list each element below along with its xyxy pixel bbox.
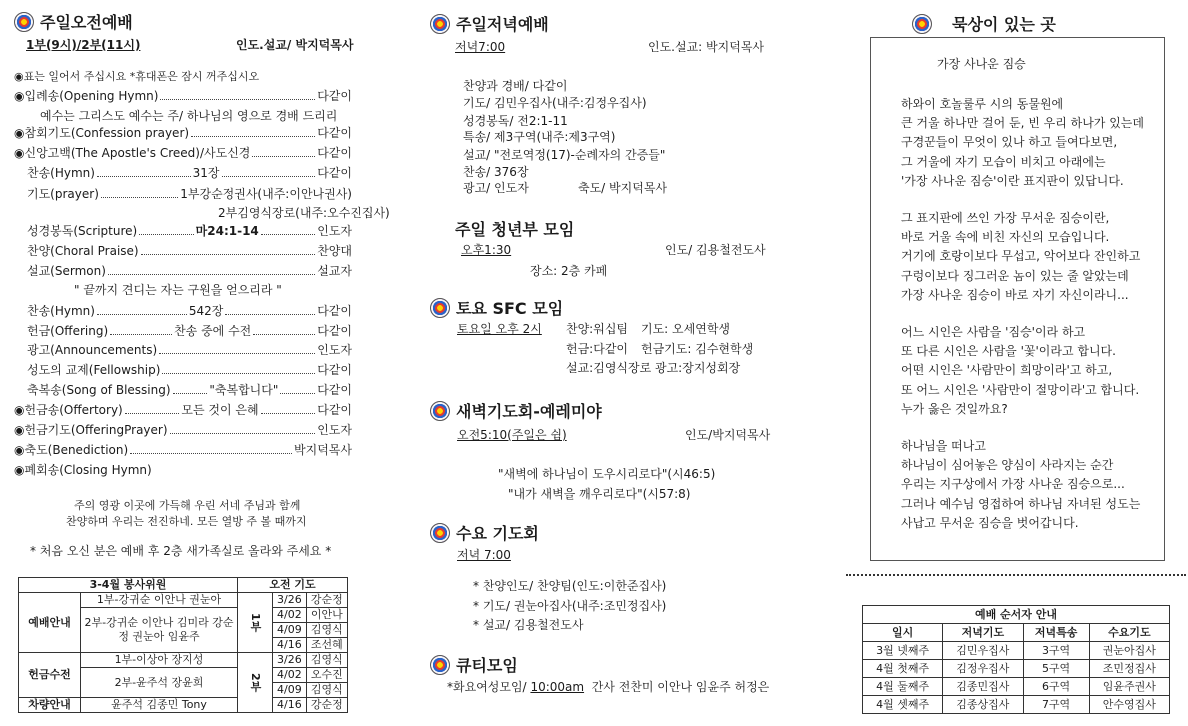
part-2-label: 2부 xyxy=(238,653,273,713)
vehicle-names: 윤주석 김종민 Tony xyxy=(81,698,238,713)
wednesday-item-1: * 찬양인도/ 찬양팀(인도:이한준집사) xyxy=(473,579,667,593)
meditation-line: '가장 사나운 짐승'이란 표지판이 있답니다. xyxy=(901,173,1124,188)
evening-order-item: 찬송/ 376장 xyxy=(463,165,529,179)
usher-part1: 1부-강귀순 이안나 권눈아 xyxy=(81,593,238,608)
meditation-line: 하나님이 심어놓은 양심이 사라지는 순간 xyxy=(901,458,1114,473)
meditation-line: 거기에 호랑이보다 무섭고, 악어보다 잔인하고 xyxy=(901,249,1141,264)
order-item-leader: 다같이 xyxy=(317,166,352,180)
prayer2-name-1: 오수진 xyxy=(306,668,347,683)
meditation-line: 누가 옳은 것일까요? xyxy=(901,401,1008,416)
order-item-label: ◉헌금기도(OfferingPrayer) xyxy=(14,423,168,437)
evening-title-text: 주일저녁예배 xyxy=(456,15,549,34)
prayer2-date-0: 3/26 xyxy=(273,653,307,668)
evening-order-item: 특송/ 제3구역(내주:제3구역) xyxy=(463,130,616,144)
order-table-cell: 안수영집사 xyxy=(1089,696,1169,714)
order-item-label: 찬송(Hymn) xyxy=(27,166,95,180)
meditation-line: 또 어느 시인은 '사람만이 절망이라'고 합니다. xyxy=(901,382,1140,397)
prayer1-name-1: 이안나 xyxy=(306,608,347,623)
meditation-line: 가장 사나운 짐승이 바로 자기 자신이라니... xyxy=(901,287,1129,302)
usher-part2: 2부-강귀순 이안나 김미라 강순정 권눈아 임윤주 xyxy=(81,608,238,653)
order-item-leader: 인도자 xyxy=(317,343,352,357)
evening-time: 저녁7:00 xyxy=(455,40,506,54)
qt-time: 10:00am xyxy=(530,680,585,694)
qt-prefix: *화요여성모임/ xyxy=(447,680,527,694)
wednesday-item-2: * 기도/ 권눈아집사(내주:조민정집사) xyxy=(473,599,667,613)
order-item-leader: 박지덕목사 xyxy=(294,443,352,457)
prayer2-name-2: 김영식 xyxy=(306,683,347,698)
order-item-label: ◉신앙고백(The Apostle's Creed)/사도신경 xyxy=(14,146,251,160)
prayer1-name-2: 김영식 xyxy=(306,623,347,638)
youth-leader: 인도/ 김용철전도사 xyxy=(665,243,766,257)
order-item-detail: 1부강순정권사(내주:이안나권사) xyxy=(180,187,352,201)
sfc-time: 토요일 오후 2시 xyxy=(457,322,542,336)
order-table-cell: 김민우집사 xyxy=(943,642,1023,660)
prayer1-name-0: 강순정 xyxy=(306,593,347,608)
order-table-title: 예배 순서자 안내 xyxy=(863,606,1170,624)
order-item-label: 성도의 교제(Fellowship) xyxy=(27,363,161,377)
meditation-line: 또 다른 시인은 사람을 '꽃'이라고 합니다. xyxy=(901,344,1116,359)
order-table-cell: 3월 넷째주 xyxy=(863,642,943,660)
order-item-label: 성경봉독(Scripture) xyxy=(27,224,138,238)
order-item xyxy=(14,442,352,458)
meditation-title xyxy=(912,12,1056,35)
order-item xyxy=(14,88,352,104)
church-emblem-icon xyxy=(430,298,450,318)
church-emblem-icon xyxy=(430,523,450,543)
order-table-cell: 조민정집사 xyxy=(1089,660,1169,678)
qt-line xyxy=(447,679,769,695)
meditation-line: 그 거울에 자기 모습이 비치고 아래에는 xyxy=(901,154,1106,169)
order-table-cell: 4월 둘째주 xyxy=(863,678,943,696)
meditation-line: 구경꾼들이 무엇이 있나 하고 들여다보면, xyxy=(901,135,1118,150)
order-item-leader: 인도자 xyxy=(317,423,352,437)
evening-order-item: 찬양과 경배/ 다같이 xyxy=(463,79,568,93)
order-item-label: ◉참회기도(Confession prayer) xyxy=(14,126,190,140)
order-table-row xyxy=(863,678,1170,696)
order-item-leader: 찬양대 xyxy=(317,244,352,258)
evening-order-item: 설교/ "전로역정(17)-순례자의 간증들" xyxy=(463,148,666,162)
morning-title-text: 주일오전예배 xyxy=(40,13,133,32)
order-item xyxy=(27,165,352,181)
order-table xyxy=(862,605,1170,714)
dawn-verse-2: "내가 새벽을 깨우리로다"(시57:8) xyxy=(508,487,691,501)
sfc-title-text: 토요 SFC 모임 xyxy=(456,299,564,318)
dawn-verse-1: "새벽에 하나님이 도우시리로다"(시46:5) xyxy=(498,467,716,481)
order-item xyxy=(14,422,352,438)
order-table-cell: 권눈아집사 xyxy=(1089,642,1169,660)
youth-title xyxy=(455,217,574,240)
meditation-line: 그 표지판에 쓰인 가장 무서운 짐승이란, xyxy=(901,211,1110,225)
wednesday-title-text: 수요 기도회 xyxy=(456,524,539,543)
order-item-label: 광고(Announcements) xyxy=(27,343,158,357)
order-item-label: 찬양(Choral Praise) xyxy=(27,244,139,258)
church-emblem-icon xyxy=(430,14,450,34)
prayer1-date-3: 4/16 xyxy=(273,638,307,653)
order-item xyxy=(27,342,352,358)
sfc-prayer: 기도: 오세연학생 xyxy=(641,322,731,336)
order-col-special-song: 저녁특송 xyxy=(1023,624,1089,642)
order-item-label: ◉입례송(Opening Hymn) xyxy=(14,89,159,103)
dawn-leader: 인도/박지덕목사 xyxy=(685,428,771,442)
order-item-leader: 다같이 xyxy=(317,146,352,160)
prayer2-name-0: 김영식 xyxy=(306,653,347,668)
prayer1-name-3: 조선혜 xyxy=(306,638,347,653)
order-table-cell: 김종상집사 xyxy=(943,696,1023,714)
order-table-row xyxy=(863,696,1170,714)
order-item-label: 축복송(Song of Blessing) xyxy=(27,383,171,397)
meditation-line: 구렁이보다 징그러운 놈이 있는 줄 알았는데 xyxy=(901,268,1129,283)
qt-title-text: 큐티모임 xyxy=(456,656,518,675)
order-col-wed-prayer: 수요기도 xyxy=(1089,624,1169,642)
order-table-body xyxy=(863,642,1170,714)
prayer2-date-1: 4/02 xyxy=(273,668,307,683)
role-offering: 헌금수전 xyxy=(19,653,81,698)
prayer2-date-3: 4/16 xyxy=(273,698,307,713)
order-table-cell: 5구역 xyxy=(1023,660,1089,678)
section-divider xyxy=(846,574,1186,576)
prayer1-date-2: 4/09 xyxy=(273,623,307,638)
wednesday-time: 저녁 7:00 xyxy=(457,548,511,562)
prayer-header: 오전 기도 xyxy=(238,578,348,593)
offering-part2: 2부-윤주석 장윤희 xyxy=(81,668,238,698)
dawn-time: 오전5:10(주일은 쉼) xyxy=(457,428,567,442)
role-usher: 예배안내 xyxy=(19,593,81,653)
order-item xyxy=(27,382,352,398)
sfc-offering-prayer: 헌금기도: 김수현학생 xyxy=(641,342,754,356)
order-table-cell: 임윤주권사 xyxy=(1089,678,1169,696)
morning-time: 1부(9시)/2부(11시) xyxy=(26,38,141,52)
order-item-label: 찬송(Hymn) xyxy=(27,304,95,318)
prayer2-name-3: 강순정 xyxy=(306,698,347,713)
order-item-label: ◉폐회송(Closing Hymn) xyxy=(14,463,152,477)
youth-title-text: 주일 청년부 모임 xyxy=(455,220,575,239)
sfc-sermon: 설교:김영식장로 xyxy=(566,361,652,375)
evening-benediction: 축도/ 박지덕목사 xyxy=(578,181,668,195)
order-table-cell: 3구역 xyxy=(1023,642,1089,660)
welcome-notice: * 처음 오신 분은 예배 후 2층 새가족실로 올라와 주세요 * xyxy=(30,544,332,558)
role-vehicle: 차량안내 xyxy=(19,698,81,713)
order-table-cell: 김정우집사 xyxy=(943,660,1023,678)
morning-service-title xyxy=(14,10,133,33)
sfc-title xyxy=(430,296,563,319)
meditation-line: 하나님을 떠나고 xyxy=(901,439,986,453)
dawn-title xyxy=(430,399,602,422)
order-item-label: " 끝까지 견디는 자는 구원을 얻으리라 " xyxy=(74,283,282,297)
order-item-label: 설교(Sermon) xyxy=(27,264,106,278)
offering-part1: 1부-이상아 장지성 xyxy=(81,653,238,668)
volunteer-table xyxy=(18,577,348,713)
order-item-leader: 다같이 xyxy=(317,363,352,377)
order-item xyxy=(27,243,352,259)
order-item xyxy=(27,263,352,279)
order-item-leader: 다같이 xyxy=(317,403,353,417)
sfc-praise: 찬양:워십팀 xyxy=(566,322,629,336)
prayer1-date-0: 3/26 xyxy=(273,593,307,608)
meditation-line: 우리는 지구상에서 가장 사나운 짐승으로... xyxy=(901,477,1125,492)
order-item-detail: "축복합니다" xyxy=(209,383,279,397)
order-item-leader: 다같이 xyxy=(317,324,353,338)
order-table-row xyxy=(863,660,1170,678)
order-table-cell: 6구역 xyxy=(1023,678,1089,696)
order-item xyxy=(27,223,352,239)
order-item-leader: 다같이 xyxy=(317,383,352,397)
prayer1-date-1: 4/02 xyxy=(273,608,307,623)
order-item xyxy=(214,205,390,221)
evening-order-item: 성경봉독/ 전2:1-11 xyxy=(463,114,568,128)
youth-place: 장소: 2층 카페 xyxy=(530,264,608,278)
meditation-line: 어떤 시인은 '사람만이 희망이라'고 하고, xyxy=(901,363,1113,378)
sfc-offering: 헌금:다같이 xyxy=(566,342,629,356)
meditation-line: 어느 시인은 사람을 '짐승'이라 하고 xyxy=(901,325,1086,339)
order-table-row xyxy=(863,642,1170,660)
order-item xyxy=(27,323,352,339)
order-item-detail: 모든 것이 은혜 xyxy=(181,403,259,417)
order-item-label: 기도(prayer) xyxy=(27,187,99,201)
closing-hymn-line-1: 주의 영광 이곳에 가득해 우린 서네 주님과 함께 xyxy=(74,499,301,512)
order-item-leader: 인도자 xyxy=(317,224,353,238)
order-item xyxy=(27,186,352,202)
order-table-cell: 4월 셋째주 xyxy=(863,696,943,714)
order-item xyxy=(27,303,352,319)
order-item-label: 헌금(Offering) xyxy=(27,324,109,338)
order-table-cell: 7구역 xyxy=(1023,696,1089,714)
church-emblem-icon xyxy=(430,401,450,421)
order-item-label: ◉헌금송(Offertory) xyxy=(14,403,123,417)
church-emblem-icon xyxy=(912,14,932,34)
meditation-line: 바로 거울 속에 비친 자신의 모습입니다. xyxy=(901,230,1110,245)
order-col-evening-prayer: 저녁기도 xyxy=(943,624,1023,642)
evening-leader: 인도.설교: 박지덕목사 xyxy=(648,40,765,54)
order-col-date: 일시 xyxy=(863,624,943,642)
order-item-label: 예수는 그리스도 예수는 주/ 하나님의 영으로 경배 드리리 xyxy=(40,109,338,123)
evening-announce: 광고/ 인도자 xyxy=(463,181,529,195)
order-item-leader: 설교자 xyxy=(317,264,352,278)
order-item xyxy=(40,108,337,124)
volunteer-header: 3-4월 봉사위원 xyxy=(19,578,238,593)
order-item xyxy=(14,402,352,418)
church-emblem-icon xyxy=(430,655,450,675)
order-item-detail: 31장 xyxy=(192,166,220,180)
order-item-detail: 542장 xyxy=(188,304,224,318)
order-table-cell: 김종민집사 xyxy=(943,678,1023,696)
order-item-leader: 다같이 xyxy=(317,126,352,140)
order-item xyxy=(14,145,352,161)
sfc-announce: 광고:장지성회장 xyxy=(655,361,741,375)
order-item-detail: 2부김영식장로(내주:오수진집사) xyxy=(218,206,390,220)
meditation-title-text: 묵상이 있는 곳 xyxy=(952,15,1056,34)
church-emblem-icon xyxy=(14,12,34,32)
meditation-line: 큰 거울 하나만 걸어 둔, 빈 우리 하나가 있는데 xyxy=(901,116,1144,131)
order-item-label: ◉축도(Benediction) xyxy=(14,443,129,457)
morning-leader: 인도.설교/ 박지덕목사 xyxy=(236,38,354,52)
qt-members: 간사 전찬미 이안나 임윤주 허정은 xyxy=(591,680,770,694)
evening-service-title xyxy=(430,12,549,35)
youth-time: 오후1:30 xyxy=(461,243,512,257)
order-item xyxy=(14,462,152,478)
closing-hymn-line-2: 찬양하며 우리는 전진하네. 모든 열방 주 볼 때까지 xyxy=(66,515,307,528)
order-item-detail: 마24:1-14 xyxy=(195,224,259,238)
order-item xyxy=(14,125,352,141)
order-table-cell: 4월 첫째주 xyxy=(863,660,943,678)
order-item xyxy=(27,362,352,378)
order-item xyxy=(74,282,282,298)
meditation-line: 사납고 무서운 짐승을 벗어갑니다. xyxy=(901,515,1079,530)
meditation-line: 하와이 호놀룰루 시의 동물원에 xyxy=(901,97,1064,111)
part-1-label: 1부 xyxy=(238,593,273,653)
order-item-leader: 다같이 xyxy=(317,89,352,103)
prayer2-date-2: 4/09 xyxy=(273,683,307,698)
order-item-leader: 다같이 xyxy=(317,304,352,318)
evening-order-item: 기도/ 김민우집사(내주:김정우집사) xyxy=(463,96,647,110)
wednesday-title xyxy=(430,521,539,544)
meditation-subtitle: 가장 사나운 짐승 xyxy=(937,57,1026,71)
wednesday-item-3: * 설교/ 김용철전도사 xyxy=(473,618,584,632)
qt-title xyxy=(430,653,518,676)
dawn-title-text: 새벽기도회-예레미야 xyxy=(456,402,602,421)
meditation-line: 그러나 예수님 영접하여 하나님 자녀된 성도는 xyxy=(901,496,1141,511)
order-item-detail: 찬송 중에 수전 xyxy=(174,324,252,338)
morning-note: ◉표는 일어서 주십시요 *휴대폰은 잠시 꺼주십시오 xyxy=(14,70,260,83)
